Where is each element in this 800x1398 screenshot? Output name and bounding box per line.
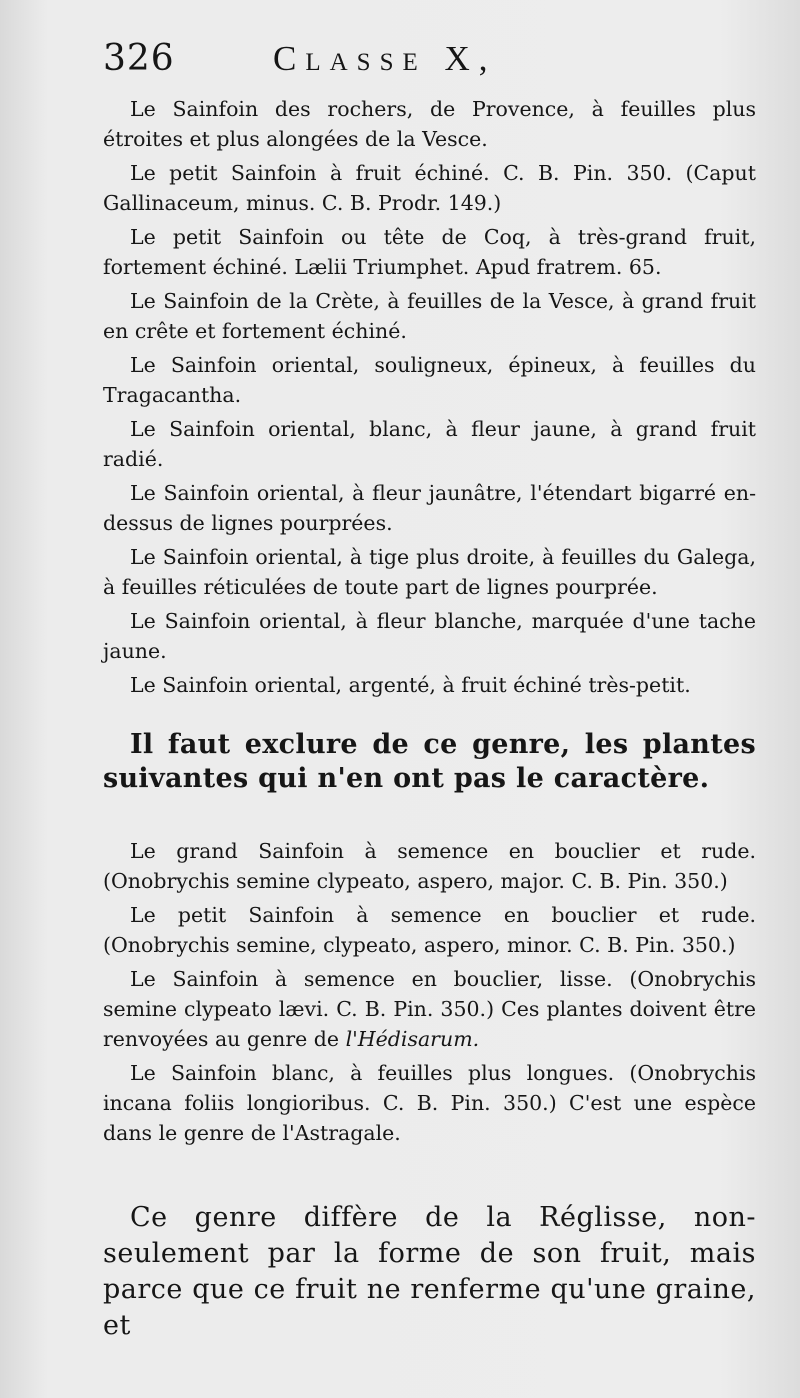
running-header <box>103 38 756 88</box>
chapter-title: Classe X, <box>273 39 497 78</box>
species-entry: Le Sainfoin oriental, blanc, à fleur jaune, à grand fruit radié. <box>103 417 756 471</box>
species-entry: Le Sainfoin oriental, argenté, à fruit échiné très-petit. <box>130 673 691 697</box>
species-entry: Le Sainfoin oriental, à fleur jaunâtre, l'étendart bigarré en-dessus de lignes pourprées. <box>103 481 756 535</box>
species-entry: Le petit Sainfoin ou tête de Coq, à très-grand fruit, fortement échiné. Lælii Triumphet. Apud fratrem. 65. <box>103 225 756 279</box>
species-entry: Le Sainfoin des rochers, de Provence, à feuilles plus étroites et plus alongées de la Vesce. <box>103 97 756 151</box>
excluded-section <box>103 728 756 1148</box>
entry-text: Le Sainfoin à semence en bouclier, lisse. (Onobrychis semine clypeato lævi. C. B. Pin. 350.) Ces plantes doivent être renvoyées au genre de <box>103 967 756 1051</box>
species-entry: Le Sainfoin de la Crète, à feuilles de la Vesce, à grand fruit en crête et fortement échiné. <box>103 289 756 343</box>
species-entry: Le petit Sainfoin à fruit échiné. C. B. Pin. 350. (Caput Gallinaceum, minus. C. B. Prodr. 149.) <box>103 161 756 215</box>
excluded-entry-hedisarum <box>103 964 756 1054</box>
excluded-entry: Le petit Sainfoin à semence en bouclier et rude. (Onobrychis semine, clypeato, aspero, minor. C. B. Pin. 350.) <box>103 903 756 957</box>
species-entry: Le Sainfoin oriental, à tige plus droite, à feuilles du Galega, à feuilles réticulées de toute part de lignes pourprée. <box>103 545 756 599</box>
species-entry: Le Sainfoin oriental, à fleur blanche, marquée d'une tache jaune. <box>103 609 756 663</box>
section-heading: Il faut exclure de ce genre, les plantes suivantes qui n'en ont pas le caractère. <box>103 729 756 794</box>
conclusion-paragraph: Ce genre diffère de la Réglisse, non-seulement par la forme de son fruit, mais parce que ce fruit ne renferme qu'une graine, et <box>103 1202 756 1341</box>
genus-name-italic: l'Hédisarum. <box>345 1027 480 1051</box>
excluded-entry: Le grand Sainfoin à semence en bouclier et rude. (Onobrychis semine clypeato, aspero, major. C. B. Pin. 350.) <box>103 839 756 893</box>
species-entry: Le Sainfoin oriental, souligneux, épineux, à feuilles du Tragacantha. <box>103 353 756 407</box>
species-list <box>103 94 756 700</box>
page-number: 326 <box>103 38 175 79</box>
excluded-entry-astragale: Le Sainfoin blanc, à feuilles plus longues. (Onobrychis incana foliis longioribus. C. B. Pin. 350.) C'est une espèce dans le genre de l'Astragale. <box>103 1061 756 1145</box>
